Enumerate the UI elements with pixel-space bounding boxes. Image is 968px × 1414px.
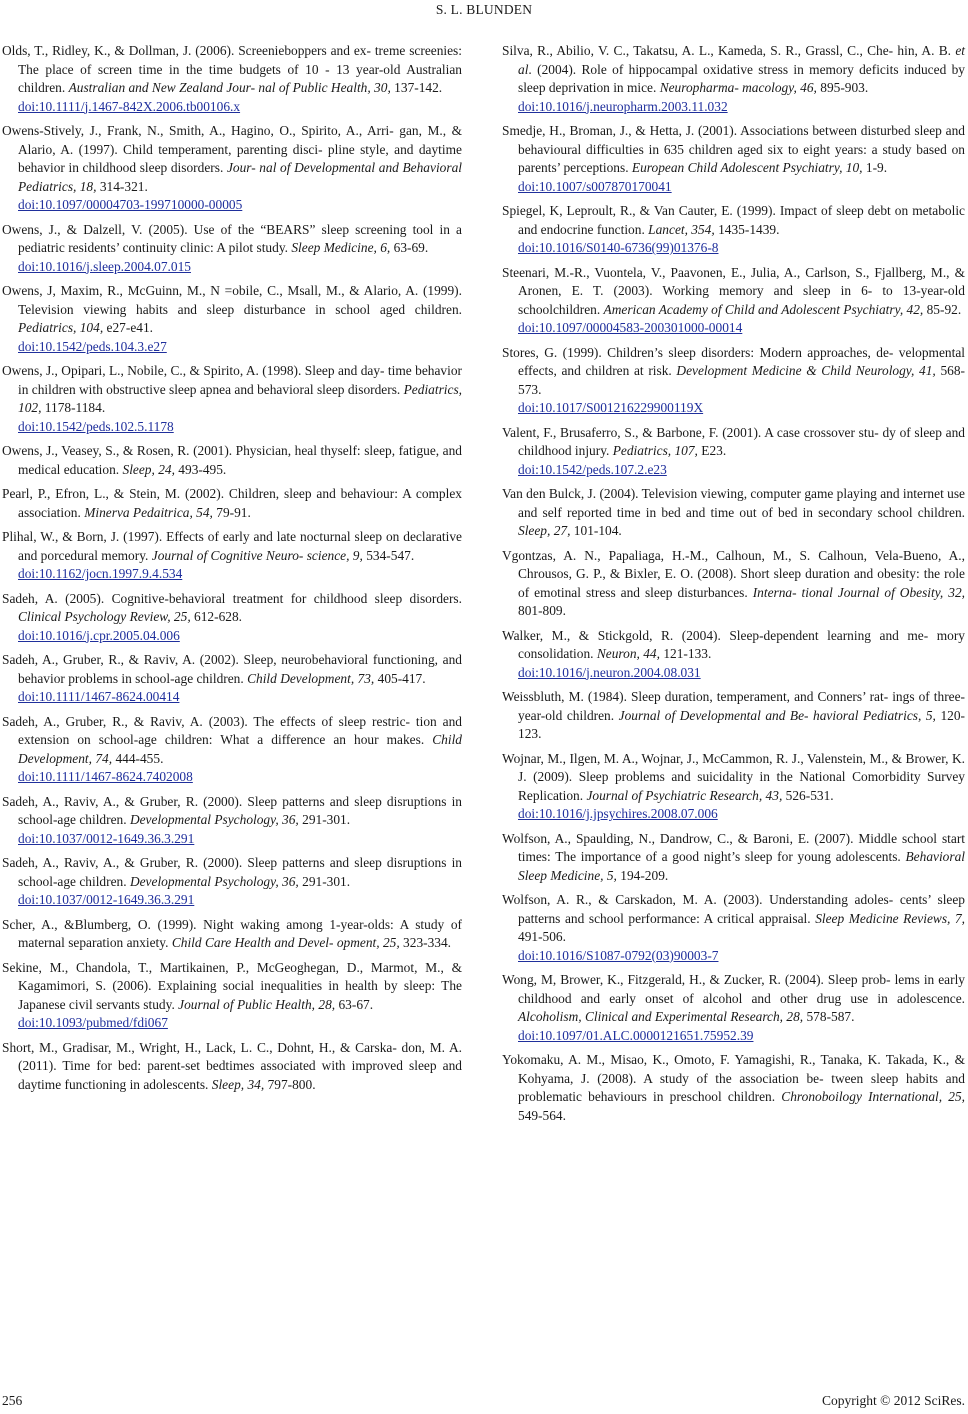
reference-text: Owens, J., Veasey, S., & Rosen, R. (2001). Physician, heal thyself: sleep, fatigue, and medical education. [2,443,462,477]
reference-pages: 797-800. [267,1076,316,1092]
doi-link[interactable]: doi:10.1162/jocn.1997.9.4.534 [18,566,183,581]
reference-journal: Journal of Public Health, 28, [178,996,336,1012]
reference-entry [2,651,462,707]
reference-pages: E23. [701,443,727,458]
reference-journal: Sleep Medicine Reviews, 7, [815,910,966,926]
reference-entry [2,42,462,116]
reference-pages: 526-531. [785,787,834,803]
reference-text: Sadeh, A., Gruber, R., & Raviv, A. (2003). The effects of sleep restric- tion and extension on school-age children: What a difference an hour makes. [2,713,462,747]
reference-text: Weissbluth, M. (1984). Sleep duration, temperament, and Conners’ rat- ings of three-year-old children. [502,689,965,723]
doi-link[interactable]: doi:10.1111/1467-8624.7402008 [18,769,193,784]
reference-text: Stores, G. (1999). Children’s sleep disorders: Modern approaches, de- velopmental effects, and children at risk. [502,344,965,378]
reference-journal: European Child Adolescent Psychiatry, 10, [631,160,863,175]
reference-pages: 79-91. [216,504,251,520]
reference-journal: Journal of Psychiatric Research, 43, [586,787,783,803]
reference-text: Plihal, W., & Born, J. (1997). Effects of early and late nocturnal sleep on declarative and porcedural memory. [2,529,462,563]
reference-journal: Pediatrics, 107, [612,443,698,458]
reference-entry [502,122,965,196]
running-header: S. L. BLUNDEN [435,2,533,17]
reference-text: Owens, J., & Dalzell, V. (2005). Use of the “BEARS” sleep screening tool in a pediatric residents’ continuity clinic: A pilot study. [2,221,462,255]
page-number: 256 [2,1393,23,1408]
reference-entry [2,282,462,356]
reference-pages: e27-e41. [106,320,154,335]
reference-pages: 578-587. [806,1009,855,1024]
doi-link[interactable]: doi:10.1016/j.neuron.2004.08.031 [518,664,701,680]
reference-journal: Behavioral Sleep Medicine, 5, [518,849,965,883]
reference-entry [502,202,965,258]
doi-link[interactable]: doi:10.1542/peds.107.2.e23 [518,461,667,477]
reference-pages: 534-547. [366,547,415,563]
reference-text: Sadeh, A., Gruber, R., & Raviv, A. (2002). Sleep, neurobehavioral functioning, and behavior problems in school-age children. [2,652,462,686]
reference-pages: 405-417. [377,670,426,686]
reference-journal: Clinical Psychology Review, 25, [18,609,191,624]
doi-link[interactable]: doi:10.1111/1467-8624.00414 [18,689,180,704]
reference-text: Sadeh, A., Raviv, A., & Gruber, R. (2000). Sleep patterns and sleep disruptions in school-age children. [2,855,462,889]
reference-entry [502,627,965,683]
reference-journal: Interna- tional Journal of Obesity, 32, [752,584,965,600]
reference-journal: Sleep, 34, [211,1076,265,1092]
references-left-column [2,42,462,1100]
reference-pages: 1435-1439. [718,221,780,237]
doi-link[interactable]: doi:10.1016/j.cpr.2005.04.006 [18,627,180,643]
reference-journal: Sleep Medicine, 6, [291,240,391,255]
reference-text: Silva, R., Abilio, V. C., Takatsu, A. L., Kameda, S. R., Grassl, C., Che- hin, A. B. [502,43,952,58]
reference-pages: 801-809. [518,603,566,618]
doi-link[interactable]: doi:10.1016/j.jpsychires.2008.07.006 [518,806,718,821]
reference-pages: 101-104. [573,523,622,538]
reference-pages: 291-301. [302,812,351,827]
reference-text: Steenari, M.-R., Vuontela, V., Paavonen, E., Julia, A., Carlson, S., Fjallberg, M., & Aronen, E. T. (2003). Working memory and sleep in 6- to 13-year-old schoolchildren. [502,264,965,317]
reference-entry [2,590,462,646]
reference-pages: 1-9. [865,160,888,175]
doi-link[interactable]: doi:10.1111/j.1467-842X.2006.tb00106.x [18,98,241,114]
reference-pages: 323-334. [403,935,452,950]
page-footer [0,1392,968,1410]
doi-link[interactable]: doi:10.1097/00004583-200301000-00014 [518,320,743,335]
reference-text: Smedje, H., Broman, J., & Hetta, J. (2001). Associations between disturbed sleep and behavioural difficulties in 635 children aged six to eight years: a study based on parents’ perceptions. [502,123,965,175]
reference-entry [2,362,462,436]
doi-link[interactable]: doi:10.1542/peds.104.3.e27 [18,338,167,354]
reference-journal: Sleep, 24, [122,461,175,477]
reference-entry [2,713,462,787]
doi-link[interactable]: doi:10.1037/0012-1649.36.3.291 [18,830,195,846]
reference-pages: 568-573. [518,363,965,397]
doi-link[interactable]: doi:10.1016/j.sleep.2004.07.015 [18,258,191,274]
reference-pages: 120-123. [518,707,965,741]
reference-pages: 314-321. [99,178,148,194]
doi-link[interactable]: doi:10.1007/s007870170041 [518,178,672,194]
reference-entry [2,959,462,1033]
reference-text: Sekine, M., Chandola, T., Martikainen, P., McGeoghegan, D., Marmot, M., & Kagamimori, S. (2006). Explaining social inequalities in health by sleep: The Japanese civil servants study. [2,959,462,1012]
reference-text: Wojnar, M., Ilgen, M. A., Wojnar, J., McCammon, R. J., Valenstein, M., & Brower, K. J. (2009). Sleep problems and suicidality in the National Comorbidity Survey Replication. [502,750,965,803]
reference-journal: Journal of Cognitive Neuro- science, 9, [151,547,363,563]
reference-entry [502,971,965,1045]
reference-text: Owens, J, Maxim, R., McGuinn, M., N =obile, C., Msall, M., & Alario, A. (1999). Television viewing habits and sleep disturbance in school aged children. [2,283,462,317]
reference-journal: Neuron, 44, [596,646,660,661]
reference-entry [2,916,462,953]
copyright-notice: Copyright © 2012 SciRes. [821,1393,965,1408]
reference-text: Valent, F., Brusaferro, S., & Barbone, F. (2001). A case crossover stu- dy of sleep and childhood injury. [502,424,965,458]
reference-text-cont: . (2004). Role of hippocampal oxidative stress in memory deficits induced by sleep deprivation in mice. [518,61,965,95]
reference-pages: 194-209. [620,867,669,883]
doi-link[interactable]: doi:10.1016/S1087-0792(03)90003-7 [518,947,719,963]
reference-entry [502,547,965,621]
reference-journal: Developmental Psychology, 36, [129,812,299,827]
reference-journal: Neuropharma- macology, 46, [659,80,817,95]
reference-journal: Child Development, 73, [247,670,375,686]
reference-journal: Lancet, 354, [648,221,715,237]
reference-pages: 1178-1184. [44,400,106,415]
reference-journal: Minerva Pedaitrica, 54, [84,504,213,520]
reference-entry [2,528,462,584]
doi-link[interactable]: doi:10.1017/S001216229900119X [518,400,704,415]
reference-text: Van den Bulck, J. (2004). Television viewing, computer game playing and internet use and self reported time in bed and time out of bed in secondary school children. [502,486,965,520]
reference-text: Olds, T., Ridley, K., & Dollman, J. (2006). Screenieboppers and ex- treme screenies: The place of screen time in the time budgets of 10 - 13 year-old Australian children. [2,43,462,95]
reference-journal: Child Development, 74, [18,732,462,766]
doi-link[interactable]: doi:10.1542/peds.102.5.1178 [18,418,174,434]
reference-entry [2,1039,462,1095]
reference-text: Yokomaku, A. M., Misao, K., Omoto, F. Yamagishi, R., Tanaka, K. Takada, K., & Kohyama, J. (2008). A study of the association be- tween sleep habits and problematic behaviours in preschool children. [502,1052,965,1104]
reference-journal: Child Care Health and Devel- opment, 25, [171,935,400,950]
reference-pages: 549-564. [518,1107,566,1123]
reference-text: Wolfson, A. R., & Carskadon, M. A. (2003). Understanding adoles- cents’ sleep patterns and school performance: A critical appraisal. [502,892,965,926]
reference-text: Short, M., Gradisar, M., Wright, H., Lack, L. C., Dohnt, H., & Carska- don, M. A. (2011). Time for bed: parent-set bedtimes associated with improved sleep and daytime functioning in adolescents. [2,1039,462,1092]
reference-text: Scher, A., &Blumberg, O. (1999). Night waking among 1-year-olds: A study of maternal separation anxiety. [2,916,462,950]
reference-text: Wolfson, A., Spaulding, N., Dandrow, C., & Baroni, E. (2007). Middle school start times: The importance of a good night’s sleep for young adolescents. [502,830,965,864]
reference-entry [2,221,462,277]
reference-journal: Journal of Developmental and Be- havioral Pediatrics, 5, [618,707,936,723]
reference-text: Owens-Stively, J., Frank, N., Smith, A., Hagino, O., Spirito, A., Arri- gan, M., & Alario, A. (1997). Child temperament, parenting disci- pline style, and daytime behavior in childhood sleep disorders. [2,123,462,175]
reference-journal: Australian and New Zealand Jour- nal of Public Health, 30, [68,80,391,95]
doi-link[interactable]: doi:10.1037/0012-1649.36.3.291 [18,892,195,907]
reference-pages: 895-903. [820,80,869,95]
reference-pages: 491-506. [518,929,566,944]
reference-pages: 493-495. [178,461,227,477]
reference-text: Wong, M, Brower, K., Fitzgerald, H., & Zucker, R. (2004). Sleep prob- lems in early childhood and early onset of alcohol and other drug use in adolescence. [502,972,965,1006]
reference-entry [502,42,965,116]
reference-entry [2,442,462,479]
reference-pages: 612-628. [194,609,243,624]
reference-entry [502,750,965,824]
reference-et-al: et al [518,43,965,77]
reference-text: Spiegel, K, Leproult, R., & Van Cauter, E. (1999). Impact of sleep debt on metabolic and endocrine function. [502,203,965,237]
reference-pages: 291-301. [302,873,351,889]
reference-text: Sadeh, A. (2005). Cognitive-behavioral treatment for childhood sleep disorders. [2,590,462,606]
reference-pages: 85-92. [926,301,962,317]
reference-pages: 137-142. [394,80,443,95]
reference-text: Vgontzas, A. N., Papaliaga, H.-M., Calhoun, M., S. Calhoun, Vela-Bueno, A., Chrousos, G. P., & Bixler, E. O. (2008). Short sleep duration and obesity: the role of emotinal stress and sleep disturbances. [502,547,965,600]
reference-text: Sadeh, A., Raviv, A., & Gruber, R. (2000). Sleep patterns and sleep disruptions in school-age children. [2,793,462,827]
reference-journal: Development Medicine & Child Neurology, 41, [676,363,936,378]
reference-text: Pearl, P., Efron, L., & Stein, M. (2002). Children, sleep and behaviour: A complex association. [2,486,462,520]
reference-entry [2,485,462,522]
reference-entry [502,830,965,886]
reference-journal: Pediatrics, 104, [18,320,104,335]
reference-pages: 63-69. [393,240,429,255]
reference-text: Walker, M., & Stickgold, R. (2004). Sleep-dependent learning and me- mory consolidation. [502,627,965,661]
reference-journal: Pediatrics, 102, [18,381,463,415]
reference-entry [502,264,965,338]
doi-link[interactable]: doi:10.1016/S0140-6736(99)01376-8 [518,240,719,255]
doi-link[interactable]: doi:10.1016/j.neuropharm.2003.11.032 [518,98,728,114]
reference-journal: Alcoholism, Clinical and Experimental Research, 28, [518,1009,804,1024]
reference-journal: Sleep, 27, [518,523,571,538]
reference-entry [502,1051,965,1125]
reference-pages: 63-67. [338,996,374,1012]
references-right-column [502,42,965,1131]
reference-journal: Jour- nal of Developmental and Behavioral Pediatrics, 18, [18,160,462,194]
reference-journal: Chronoboilogy International, 25, [781,1089,965,1104]
reference-entry [502,344,965,418]
doi-link[interactable]: doi:10.1097/00004703-199710000-00005 [18,197,243,212]
reference-journal: Developmental Psychology, 36, [129,873,299,889]
reference-entry [502,688,965,744]
reference-journal: American Academy of Child and Adolescent Psychiatry, 42, [603,301,924,317]
reference-entry [502,485,965,541]
doi-link[interactable]: doi:10.1093/pubmed/fdi067 [18,1015,168,1030]
reference-pages: 121-133. [663,646,712,661]
reference-entry [2,854,462,910]
reference-entry [502,891,965,965]
reference-entry [2,793,462,849]
reference-pages: 444-455. [115,750,164,766]
doi-link[interactable]: doi:10.1097/01.ALC.0000121651.75952.39 [518,1027,754,1043]
reference-entry [502,424,965,480]
reference-text: Owens, J., Opipari, L., Nobile, C., & Spirito, A. (1998). Sleep and day- time behavior in children with obstructive sleep apnea and behavioral sleep disorders. [2,363,462,397]
reference-entry [2,122,462,215]
